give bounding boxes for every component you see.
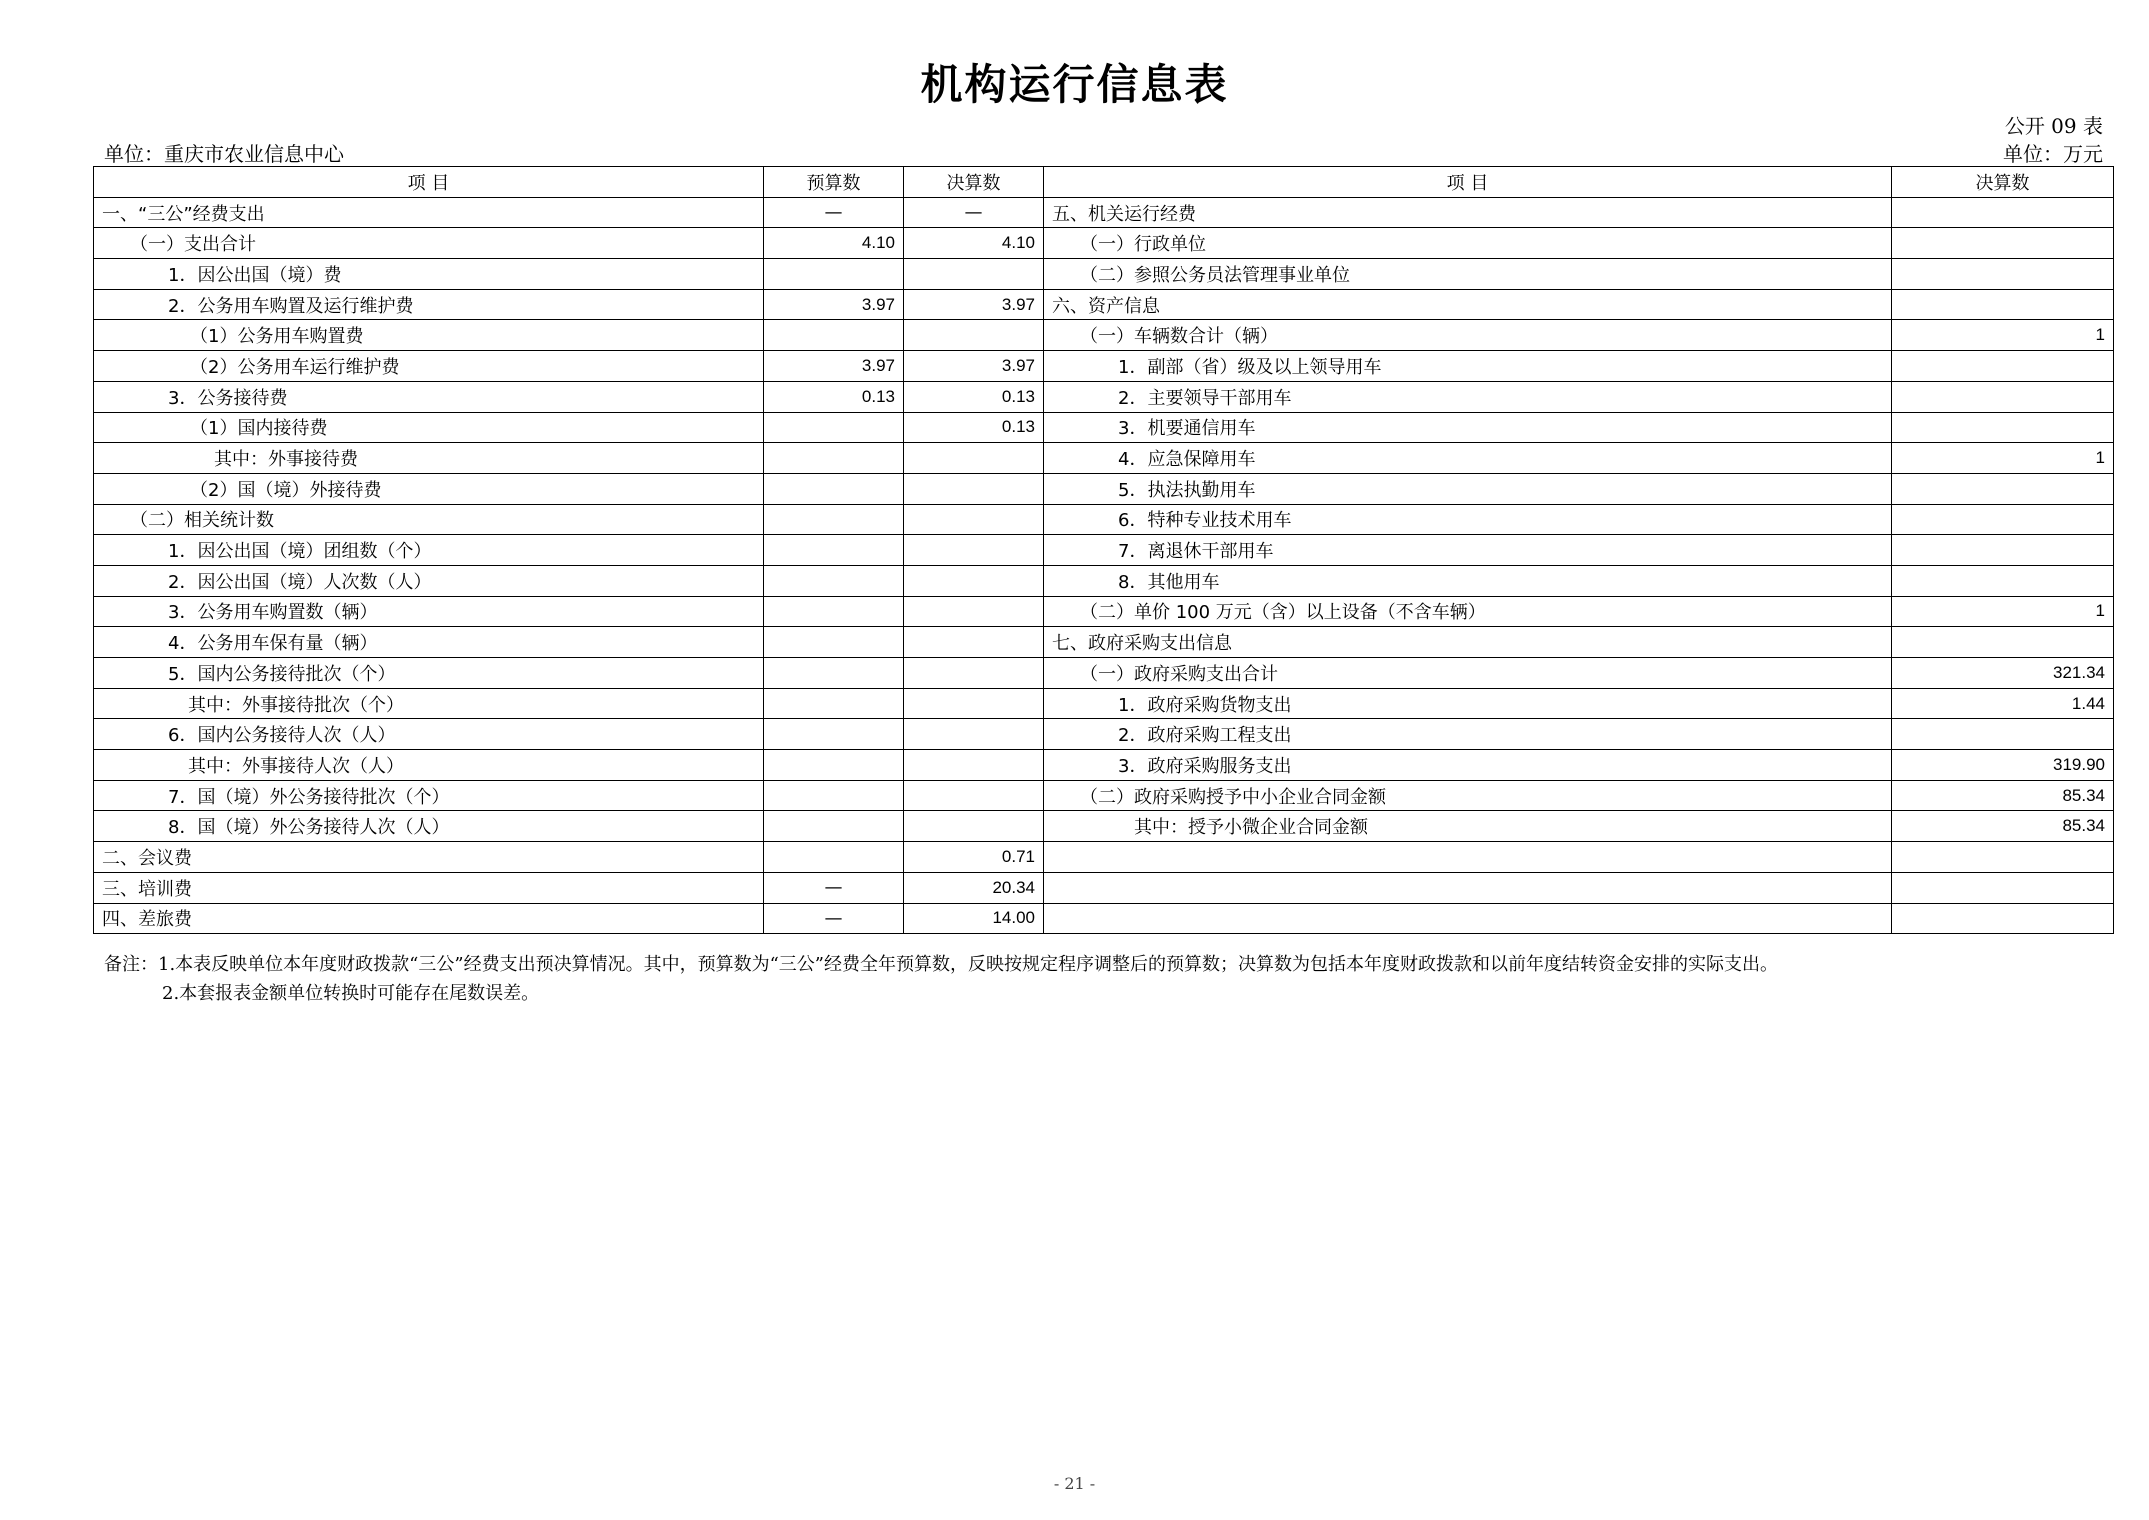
table-row (94, 535, 2114, 566)
right-final-cell (1892, 473, 2114, 504)
left-item: 其中：外事接待人次（人） (94, 750, 764, 781)
left-item: （2）公务用车运行维护费 (94, 351, 764, 382)
left-item: 其中：外事接待批次（个） (94, 688, 764, 719)
left-item: 其中：外事接待费 (94, 443, 764, 474)
table-header-row (94, 167, 2114, 198)
final-cell (904, 750, 1044, 781)
table-row (94, 750, 2114, 781)
left-item: 8．国（境）外公务接待人次（人） (94, 811, 764, 842)
right-item: 2．政府采购工程支出 (1044, 719, 1892, 750)
right-item: 3．政府采购服务支出 (1044, 750, 1892, 781)
final-cell (904, 259, 1044, 290)
final-cell: 0.71 (904, 842, 1044, 873)
final-cell (904, 504, 1044, 535)
currency-unit: 单位：万元 (2003, 142, 2103, 166)
right-final-cell: 85.34 (1892, 780, 2114, 811)
right-item: 七、政府采购支出信息 (1044, 627, 1892, 658)
header-final-right: 决算数 (1892, 167, 2114, 198)
right-item: （一）车辆数合计（辆） (1044, 320, 1892, 351)
table-row (94, 504, 2114, 535)
final-cell (904, 596, 1044, 627)
right-final-cell (1892, 412, 2114, 443)
table-row (94, 842, 2114, 873)
table-row (94, 443, 2114, 474)
final-cell (904, 565, 1044, 596)
left-item: 一、“三公”经费支出 (94, 197, 764, 228)
table-row (94, 289, 2114, 320)
budget-cell: — (764, 197, 904, 228)
right-item: 2．主要领导干部用车 (1044, 381, 1892, 412)
right-final-cell (1892, 872, 2114, 903)
left-item: 5．国内公务接待批次（个） (94, 658, 764, 689)
page-title: 机构运行信息表 (920, 60, 1229, 109)
left-item: 6．国内公务接待人次（人） (94, 719, 764, 750)
budget-cell (764, 842, 904, 873)
final-cell (904, 811, 1044, 842)
right-final-cell (1892, 351, 2114, 382)
right-item: （二）单价 100 万元（含）以上设备（不含车辆） (1044, 596, 1892, 627)
note-1: 备注：1.本表反映单位本年度财政拨款“三公”经费支出预决算情况。其中，预算数为“三公”经费全年预算数，反映按规定程序调整后的预算数；决算数为包括本年度财政拨款和以前年度结转资金安排的实际支出。 (104, 954, 1778, 975)
right-item: 6．特种专业技术用车 (1044, 504, 1892, 535)
budget-cell (764, 259, 904, 290)
budget-cell: — (764, 903, 904, 934)
right-item: 五、机关运行经费 (1044, 197, 1892, 228)
budget-cell: 4.10 (764, 228, 904, 259)
budget-cell (764, 504, 904, 535)
right-item: 3．机要通信用车 (1044, 412, 1892, 443)
final-cell (904, 719, 1044, 750)
final-cell (904, 443, 1044, 474)
header-budget: 预算数 (764, 167, 904, 198)
right-final-cell (1892, 627, 2114, 658)
budget-cell (764, 780, 904, 811)
right-final-cell: 1 (1892, 596, 2114, 627)
right-item: （一）政府采购支出合计 (1044, 658, 1892, 689)
table-row (94, 320, 2114, 351)
table-row (94, 688, 2114, 719)
right-final-cell (1892, 719, 2114, 750)
right-final-cell: 1 (1892, 320, 2114, 351)
table-row (94, 228, 2114, 259)
budget-cell: — (764, 872, 904, 903)
table-row (94, 565, 2114, 596)
notes (104, 950, 1778, 1008)
right-final-cell (1892, 259, 2114, 290)
final-cell (904, 320, 1044, 351)
right-final-cell (1892, 535, 2114, 566)
budget-cell (764, 627, 904, 658)
budget-cell: 3.97 (764, 289, 904, 320)
unit-name: 单位：重庆市农业信息中心 (104, 142, 344, 166)
right-item: 1．副部（省）级及以上领导用车 (1044, 351, 1892, 382)
final-cell: 3.97 (904, 351, 1044, 382)
table-row (94, 627, 2114, 658)
table-row (94, 811, 2114, 842)
budget-cell (764, 320, 904, 351)
final-cell: 0.13 (904, 412, 1044, 443)
left-item: 三、培训费 (94, 872, 764, 903)
left-item: （一）支出合计 (94, 228, 764, 259)
right-final-cell: 319.90 (1892, 750, 2114, 781)
right-final-cell (1892, 903, 2114, 934)
budget-cell (764, 596, 904, 627)
budget-cell (764, 750, 904, 781)
right-item: 4．应急保障用车 (1044, 443, 1892, 474)
final-cell (904, 627, 1044, 658)
right-final-cell: 85.34 (1892, 811, 2114, 842)
table-row (94, 903, 2114, 934)
final-cell: — (904, 197, 1044, 228)
budget-cell (764, 535, 904, 566)
final-cell (904, 473, 1044, 504)
left-item: 7．国（境）外公务接待批次（个） (94, 780, 764, 811)
left-item: 2．因公出国（境）人次数（人） (94, 565, 764, 596)
left-item: 二、会议费 (94, 842, 764, 873)
table-row (94, 872, 2114, 903)
final-cell (904, 535, 1044, 566)
table-row (94, 473, 2114, 504)
right-final-cell: 1 (1892, 443, 2114, 474)
left-item: 2．公务用车购置及运行维护费 (94, 289, 764, 320)
left-item: 3．公务接待费 (94, 381, 764, 412)
left-item: （1）公务用车购置费 (94, 320, 764, 351)
right-item: 8．其他用车 (1044, 565, 1892, 596)
right-item (1044, 842, 1892, 873)
table-row (94, 381, 2114, 412)
table-row (94, 412, 2114, 443)
right-item (1044, 872, 1892, 903)
note-2: 2.本套报表金额单位转换时可能存在尾数误差。 (162, 983, 540, 1004)
right-final-cell (1892, 197, 2114, 228)
budget-cell (764, 565, 904, 596)
budget-cell (764, 473, 904, 504)
final-cell (904, 658, 1044, 689)
table-row (94, 658, 2114, 689)
right-final-cell: 321.34 (1892, 658, 2114, 689)
right-item: 7．离退休干部用车 (1044, 535, 1892, 566)
right-final-cell (1892, 504, 2114, 535)
left-item: （2）国（境）外接待费 (94, 473, 764, 504)
budget-cell: 3.97 (764, 351, 904, 382)
form-number: 公开 09 表 (2004, 114, 2103, 138)
left-item: 4．公务用车保有量（辆） (94, 627, 764, 658)
table-row (94, 719, 2114, 750)
final-cell: 20.34 (904, 872, 1044, 903)
right-item: 其中：授予小微企业合同金额 (1044, 811, 1892, 842)
budget-cell (764, 658, 904, 689)
table-row (94, 780, 2114, 811)
header-final-left: 决算数 (904, 167, 1044, 198)
left-item: （二）相关统计数 (94, 504, 764, 535)
final-cell: 14.00 (904, 903, 1044, 934)
right-final-cell (1892, 381, 2114, 412)
right-item: 5．执法执勤用车 (1044, 473, 1892, 504)
header-item-right: 项 目 (1044, 167, 1892, 198)
budget-cell (764, 688, 904, 719)
right-final-cell: 1.44 (1892, 688, 2114, 719)
right-item: （二）政府采购授予中小企业合同金额 (1044, 780, 1892, 811)
right-final-cell (1892, 565, 2114, 596)
final-cell (904, 688, 1044, 719)
final-cell: 0.13 (904, 381, 1044, 412)
left-item: 1．因公出国（境）费 (94, 259, 764, 290)
table-row (94, 259, 2114, 290)
budget-cell (764, 719, 904, 750)
table-row (94, 351, 2114, 382)
right-item (1044, 903, 1892, 934)
right-item: （一）行政单位 (1044, 228, 1892, 259)
table-row (94, 596, 2114, 627)
budget-cell (764, 443, 904, 474)
header-item-left: 项 目 (94, 167, 764, 198)
right-final-cell (1892, 289, 2114, 320)
left-item: 1．因公出国（境）团组数（个） (94, 535, 764, 566)
left-item: 四、差旅费 (94, 903, 764, 934)
final-cell: 3.97 (904, 289, 1044, 320)
right-item: 六、资产信息 (1044, 289, 1892, 320)
page-number: - 21 - (1053, 1474, 1096, 1493)
final-cell (904, 780, 1044, 811)
info-table (93, 166, 2114, 934)
right-final-cell (1892, 228, 2114, 259)
budget-cell: 0.13 (764, 381, 904, 412)
right-final-cell (1892, 842, 2114, 873)
right-item: （二）参照公务员法管理事业单位 (1044, 259, 1892, 290)
budget-cell (764, 412, 904, 443)
right-item: 1．政府采购货物支出 (1044, 688, 1892, 719)
left-item: （1）国内接待费 (94, 412, 764, 443)
table-row (94, 197, 2114, 228)
budget-cell (764, 811, 904, 842)
final-cell: 4.10 (904, 228, 1044, 259)
left-item: 3．公务用车购置数（辆） (94, 596, 764, 627)
